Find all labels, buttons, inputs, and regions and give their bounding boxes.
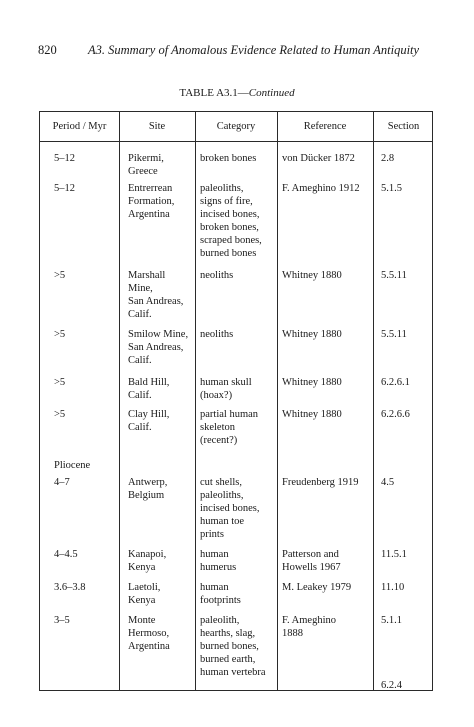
column-divider — [373, 112, 374, 690]
table-cell-period: >5 — [54, 409, 66, 420]
table-cell-period: 3–5 — [54, 615, 70, 626]
running-header — [38, 42, 444, 58]
table-cell-section: 5.5.11 — [381, 270, 407, 281]
table-cell-section: 5.5.11 — [381, 329, 407, 340]
table-cell-category: human humerus — [200, 549, 237, 573]
table-cell-site: Pikermi, Greece — [128, 153, 164, 177]
table-cell-reference: Whitney 1880 — [282, 377, 342, 388]
table-cell-period: 4–4.5 — [54, 549, 78, 560]
table-cell-site: Laetoli, Kenya — [128, 582, 161, 606]
table-cell-section: 6.2.6.1 — [381, 377, 410, 388]
table-caption — [0, 86, 474, 100]
table-cell-site: Kanapoi, Kenya — [128, 549, 167, 573]
table-cell-category: human footprints — [200, 582, 241, 606]
header-divider — [40, 141, 432, 142]
table-cell-category: neoliths — [200, 270, 234, 281]
table-cell-section: 5.1.5 — [381, 183, 402, 194]
table-cell-section: 11.10 — [381, 582, 405, 593]
column-divider — [119, 112, 120, 690]
table-cell-section: 4.5 — [381, 477, 395, 488]
table-cell-site: Smilow Mine, San Andreas, Calif. — [128, 329, 189, 366]
page-number: 820 — [38, 43, 57, 57]
column-divider — [195, 112, 196, 690]
table-cell-section: 2.8 — [381, 153, 395, 164]
column-header-reference: Reference — [303, 121, 347, 132]
table-cell-site: Monte Hermoso, Argentina — [128, 615, 170, 652]
table-cell-section: 11.5.1 — [381, 549, 407, 560]
table-cell-category: cut shells, paleoliths, incised bones, human toe prints — [200, 477, 260, 540]
table-cell-site: Antwerp, Belgium — [128, 477, 168, 501]
table-cell-site: Entrerrean Formation, Argentina — [128, 183, 175, 220]
column-header-period: Period / Myr — [52, 121, 107, 132]
table-cell-reference: F. Ameghino 1888 — [282, 615, 336, 639]
table-cell-section: 6.2.6.6 — [381, 409, 410, 420]
table-cell-period: 5–12 — [54, 183, 75, 194]
table-cell-reference: M. Leakey 1979 — [282, 582, 352, 593]
table-caption-label: TABLE A3.1— — [179, 87, 249, 99]
data-table — [39, 111, 433, 691]
column-header-category: Category — [216, 121, 256, 132]
table-cell-period: Pliocene — [54, 460, 91, 471]
table-cell-period: >5 — [54, 270, 66, 281]
table-cell-reference: Patterson and Howells 1967 — [282, 549, 341, 573]
table-cell-reference: Whitney 1880 — [282, 270, 342, 281]
table-cell-category: paleoliths, signs of fire, incised bones, broken bones, scraped bones, burned bones — [200, 183, 262, 259]
table-caption-continued: Continued — [248, 87, 295, 99]
table-cell-reference: F. Ameghino 1912 — [282, 183, 360, 194]
table-cell-reference: Whitney 1880 — [282, 329, 342, 340]
table-cell-period: 4–7 — [54, 477, 70, 488]
table-cell-category: human skull (hoax?) — [200, 377, 252, 401]
table-cell-period: 3.6–3.8 — [54, 582, 86, 593]
table-cell-section: 5.1.1 6.2.4 — [381, 615, 402, 691]
running-title: A3. Summary of Anomalous Evidence Related to Human Antiquity — [88, 43, 420, 57]
table-cell-category: broken bones — [200, 153, 257, 164]
column-header-site: Site — [148, 121, 166, 132]
table-cell-category: paleolith, hearths, slag, burned bones, burned earth, human vertebra — [200, 615, 266, 678]
table-cell-site: Bald Hill, Calif. — [128, 377, 170, 401]
table-cell-reference: Whitney 1880 — [282, 409, 342, 420]
column-divider — [277, 112, 278, 690]
table-cell-site: Clay Hill, Calif. — [128, 409, 170, 433]
table-cell-period: 5–12 — [54, 153, 75, 164]
table-cell-reference: von Dücker 1872 — [282, 153, 355, 164]
table-cell-site: Marshall Mine, San Andreas, Calif. — [128, 270, 184, 320]
table-cell-period: >5 — [54, 377, 66, 388]
column-header-section: Section — [387, 121, 420, 132]
table-cell-period: >5 — [54, 329, 66, 340]
table-cell-reference: Freudenberg 1919 — [282, 477, 359, 488]
table-cell-category: neoliths — [200, 329, 234, 340]
table-cell-category: partial human skeleton (recent?) — [200, 409, 259, 446]
